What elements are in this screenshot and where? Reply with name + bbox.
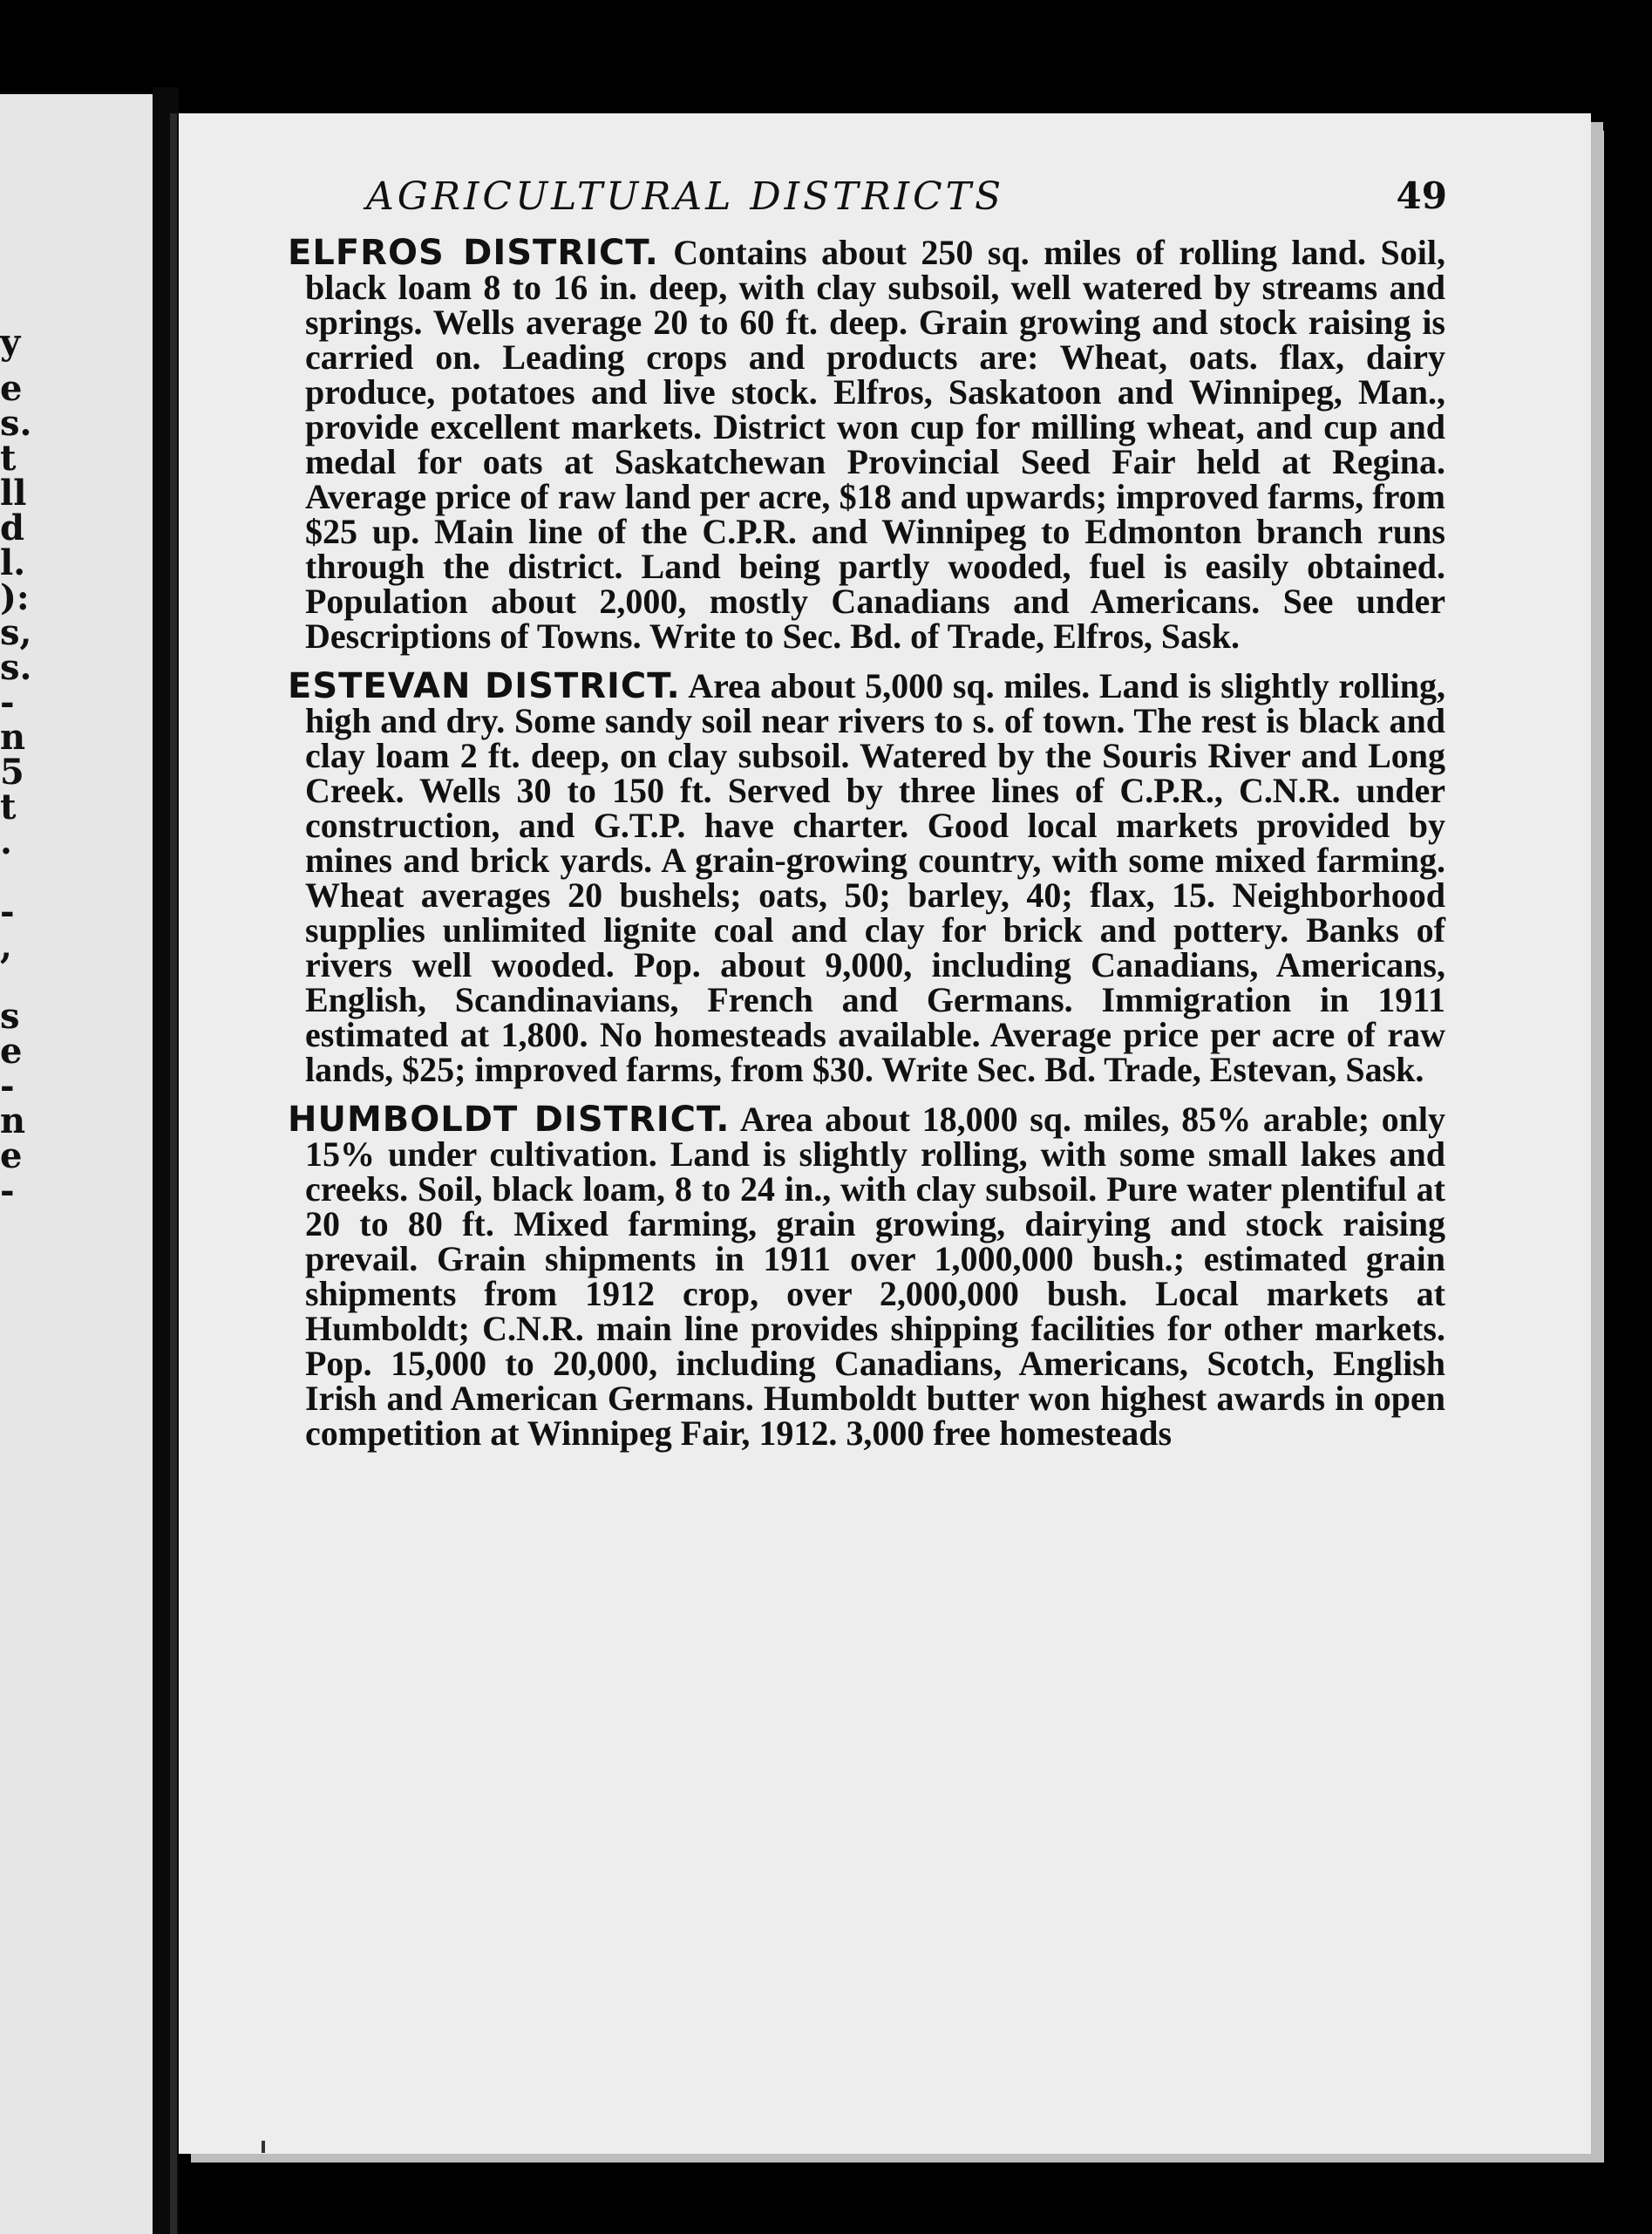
facing-page-fragment: . xyxy=(0,821,12,862)
running-title: AGRICULTURAL DISTRICTS xyxy=(366,174,1005,219)
facing-page-fragment: n xyxy=(0,1100,26,1141)
facing-page xyxy=(0,94,153,2234)
facing-page-fragment: e xyxy=(0,1135,23,1176)
district-text: Area about 5,000 sq. miles. Land is slightly rolling, high and dry. Some sandy soil near rivers to s. of town. The rest is black and clay loam 2 ft. deep, on clay subsoil. Watered by the Souris River and Long Creek. Wells 30 to 150 ft. Served by three lines of C.P.R., C.N.R. under construction, and G.T.P. have charter. Good local markets provided by mines and brick yards. A grain-growing country, with some mixed farming. Wheat averages 20 bushels; oats, 50; barley, 40; flax, 15. Neighborhood supplies unlimited lignite coal and clay for brick and pottery. Banks of rivers well wooded. Pop. about 9,000, including Canadians, Americans, English, Scandinavians, French and Germans. Immigration in 1911 estimated at 1,800. No homesteads available. Average price per acre of raw lands, $25; improved farms, from $30. Write Sec. Bd. Trade, Estevan, Sask. xyxy=(305,666,1446,1089)
facing-page-fragment: s. xyxy=(0,403,32,444)
district-heading: ESTEVAN DISTRICT. xyxy=(288,666,681,706)
facing-page-fragment: t xyxy=(0,438,17,479)
page-header xyxy=(366,174,1447,227)
facing-page-fragment: s, xyxy=(0,612,32,653)
facing-page-fragment: - xyxy=(0,1170,15,1211)
facing-page-fragment: t xyxy=(0,787,17,828)
facing-page-fragment: d xyxy=(0,507,24,548)
facing-page-fragment: s. xyxy=(0,647,32,688)
facing-page-fragment: ll xyxy=(0,473,27,514)
district-text: Area about 18,000 sq. miles, 85% arable; only 15% under cultivation. Land is slightly rolling, with some small lakes and creeks. Soil, black loam, 8 to 24 in., with clay subsoil. Pure water plentiful at 20 to 80 ft. Mixed farming, grain growing, dairying and stock raising prevail. Grain shipments in 1911 over 1,000,000 bush.; estimated grain shipments from 1912 crop, over 2,000,000 bush. Local markets at Humboldt; C.N.R. main line provides shipping facilities for other markets. Pop. 15,000 to 20,000, including Canadians, Americans, Scotch, English Irish and American Germans. Humboldt butter won highest awards in open competition at Winnipeg Fair, 1912. 3,000 free homesteads xyxy=(305,1100,1446,1453)
facing-page-fragment: ): xyxy=(0,577,30,618)
print-mark xyxy=(262,2141,265,2153)
district-heading: HUMBOLDT DISTRICT. xyxy=(288,1100,731,1140)
district-text: Contains about 250 sq. miles of rolling land. Soil, black loam 8 to 16 in. deep, with clay subsoil, well watered by streams and springs. Wells average 20 to 60 ft. deep. Grain growing and stock raising is carried on. Leading crops and products are: Wheat, oats. flax, dairy produce, potatoes and live stock. Elfros, Saskatoon and Winnipeg, Man., provide excellent markets. District won cup for milling wheat, and cup and medal for oats at Saskatchewan Provincial Seed Fair held at Regina. Average price of raw land per acre, $18 and upwards; improved farms, from $25 up. Main line of the C.P.R. and Winnipeg to Edmonton branch runs through the district. Land being partly wooded, fuel is easily obtained. Population about 2,000, mostly Canadians and Americans. See under Descriptions of Towns. Write to Sec. Bd. of Trade, Elfros, Sask. xyxy=(305,233,1445,656)
page-edge xyxy=(1590,131,1604,2162)
facing-page-fragment: n xyxy=(0,717,26,758)
facing-page-fragment: y xyxy=(0,322,21,363)
page-number: 49 xyxy=(1396,174,1447,217)
facing-page-fragment: , xyxy=(0,926,12,967)
gutter-shadow xyxy=(170,113,177,2234)
facing-page-fragment: - xyxy=(0,1066,15,1107)
facing-page-fragment: s xyxy=(0,996,20,1037)
facing-page-fragment: - xyxy=(0,891,15,932)
district-entry-elfros xyxy=(288,235,1445,654)
facing-page-fragment: 5 xyxy=(0,752,24,793)
facing-page-fragment: - xyxy=(0,682,15,723)
district-entry-estevan xyxy=(288,666,1446,1089)
page-body xyxy=(288,235,1445,1466)
district-entry-humboldt xyxy=(288,1102,1445,1451)
district-heading: ELFROS DISTRICT. xyxy=(288,233,659,273)
facing-page-fragment: l. xyxy=(0,542,26,583)
facing-page-fragment: e xyxy=(0,1031,23,1072)
facing-page-fragment: e xyxy=(0,368,23,409)
